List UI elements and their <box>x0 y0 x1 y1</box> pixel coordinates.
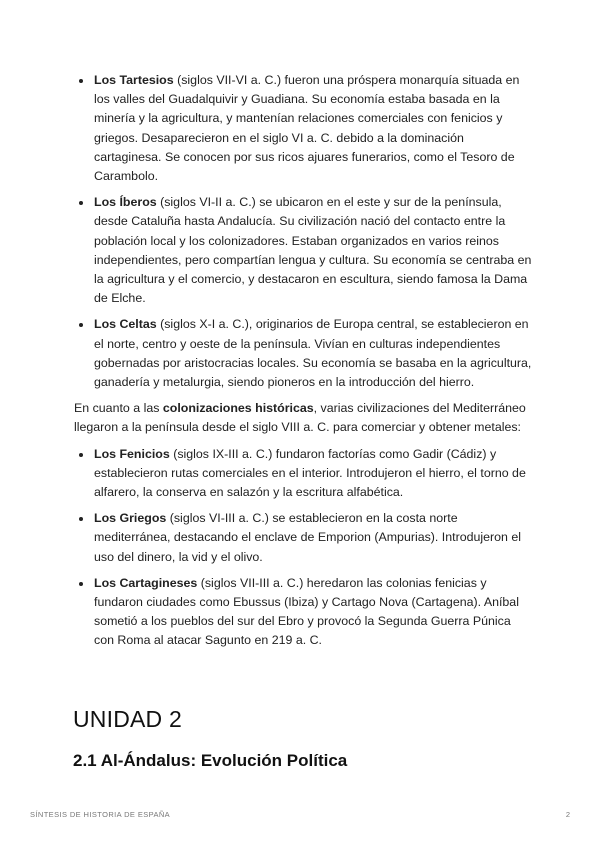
intro-text-after: , varias civilizaciones del Mediterráneo llegaron a la península desde el siglo VIII a. C. para comerciar y obtener metales: <box>74 401 526 435</box>
list-item-griegos <box>74 509 532 567</box>
list-item-term: Los Fenicios <box>94 446 170 461</box>
section-heading: 2.1 Al-Ándalus: Evolución Política <box>73 751 348 770</box>
unit-heading: UNIDAD 2 <box>73 706 182 732</box>
list-item-term: Los Griegos <box>94 511 167 526</box>
list-item-tartesios <box>74 71 532 186</box>
footer-title: SÍNTESIS DE HISTORIA DE ESPAÑA <box>30 810 171 819</box>
list-item-text: (siglos VI-II a. C.) se ubicaron en el este y sur de la península, desde Cataluña hasta Andalucía. Su civilización nació del contacto entre la población local y los colonizadores. Estaban organizados en varios reinos independientes, pero compartían lengua y cultura. Su economía se centraba en la agricultura y el comercio, y destacaron en escultura, siendo famosa la Dama de Elche. <box>94 195 532 306</box>
list-item-term: Los Íberos <box>94 195 157 210</box>
list-item-term: Los Celtas <box>94 317 157 332</box>
list-item-fenicios <box>74 445 532 503</box>
bullet-dot <box>79 517 83 521</box>
bullet-dot <box>79 323 83 327</box>
list-item-term: Los Cartagineses <box>94 575 198 590</box>
list-item-term: Los Tartesios <box>94 73 174 87</box>
list-item-text: (siglos VII-VI a. C.) fueron una próspera monarquía situada en los valles del Guadalquivir y Guadiana. Su economía estaba basada en la minería y la agricultura, y mantenían relaciones comerciales con fenicios y griegos. Desaparecieron en el siglo VI a. C. debido a la dominación cartaginesa. Se conocen por sus ricos ajuares funerarios, como el Tesoro de Carambolo. <box>94 73 520 184</box>
bullet-dot <box>79 582 83 586</box>
list-item-celtas <box>74 315 532 392</box>
intro-paragraph <box>74 399 532 437</box>
list-item-text: (siglos X-I a. C.), originarios de Europa central, se establecieron en el norte, centro y oeste de la península. Vivían en culturas independientes gobernadas por aristocracias locales. Su economía se basaba en la agricultura, ganadería y metalurgia, siendo pioneros en la introducción del hierro. <box>94 317 532 390</box>
bullet-dot <box>79 201 83 205</box>
intro-text-bold: colonizaciones históricas <box>162 401 314 416</box>
bullet-dot <box>79 453 83 457</box>
list-item-text: (siglos VI-III a. C.) se establecieron en la costa norte mediterránea, destacando el enclave de Emporion (Ampurias). Introdujeron el uso del dinero, la vid y el olivo. <box>94 511 522 564</box>
list-item-text: (siglos IX-III a. C.) fundaron factorías como Gadir (Cádiz) y establecieron rutas comerciales en el interior. Introdujeron el hierro, el torno de alfarero, la conserva en salazón y la escritura alfabética. <box>94 446 526 500</box>
document-body <box>74 71 532 658</box>
page-number: 2 <box>565 810 570 819</box>
list-item-cartagineses <box>74 574 532 651</box>
list-item-iberos <box>74 193 532 308</box>
bullet-list-colonizers <box>74 445 532 651</box>
bullet-dot <box>79 79 83 83</box>
list-item-text: (siglos VII-III a. C.) heredaron las colonias fenicias y fundaron ciudades como Ebussus (Ibiza) y Cartago Nova (Cartagena). Aníbal sometió a los pueblos del sur del Ebro y provocó la Segunda Guerra Púnica con Roma al atacar Sagunto en 219 a. C. <box>94 575 519 648</box>
bullet-list-peoples <box>74 71 532 392</box>
intro-text-before: En cuanto a las <box>74 401 163 416</box>
